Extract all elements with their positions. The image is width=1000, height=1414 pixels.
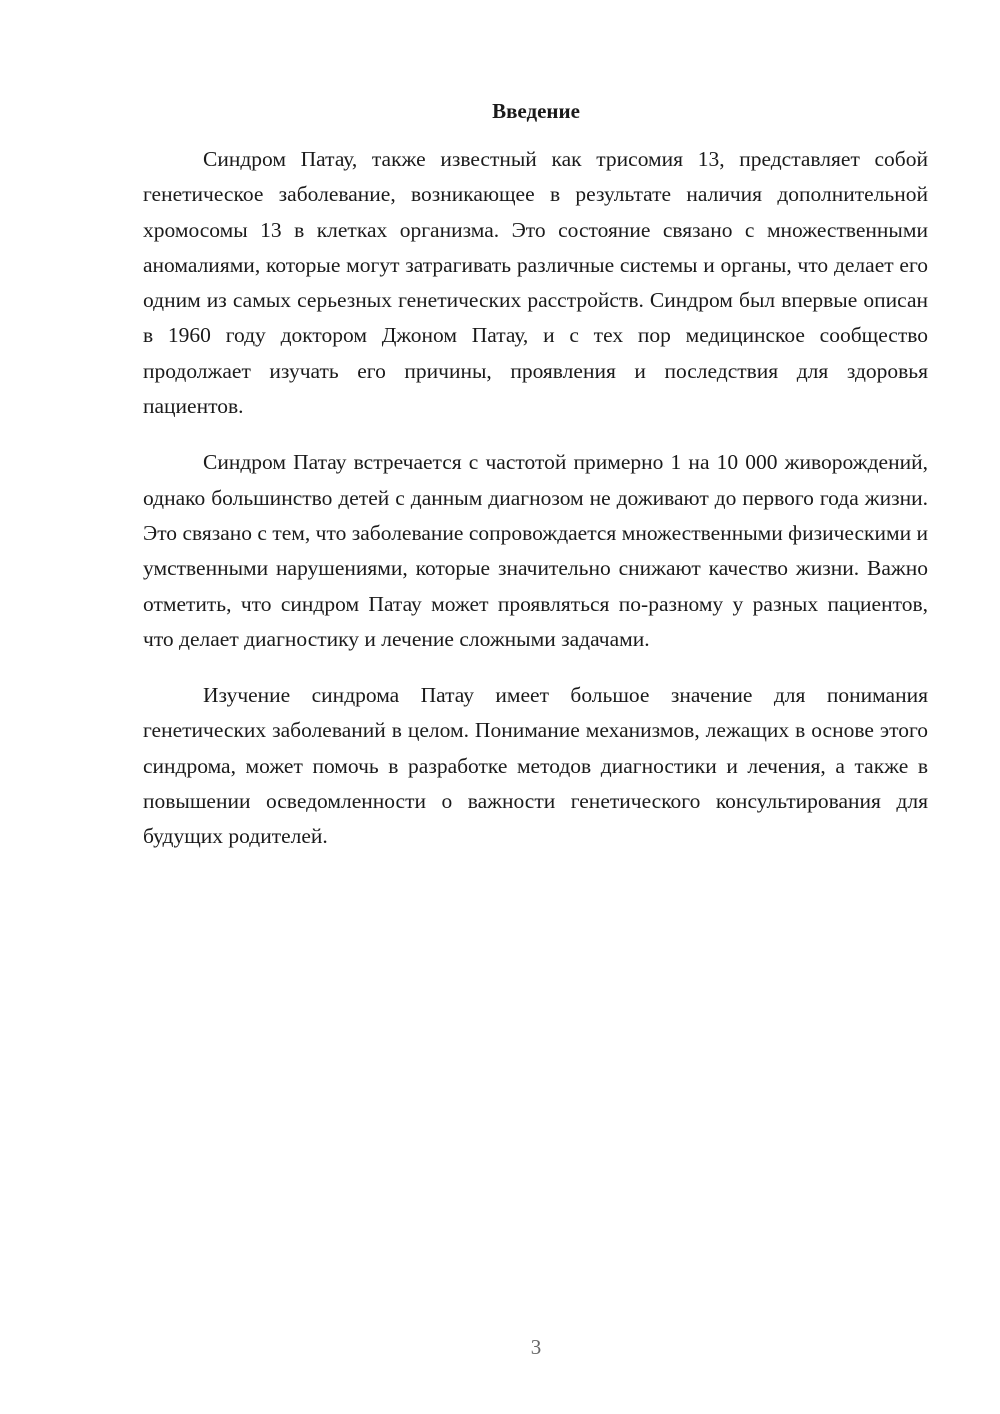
- paragraph-1: Синдром Патау, также известный как трисомия 13, представляет собой генетическое заболевание, возникающее в результате наличия дополнительной хромосомы 13 в клетках организма. Это состояние связано с множественными аномалиями, которые могут затрагивать различные системы и органы, что делает его одним из самых серьезных генетических расстройств. Синдром был впервые описан в 1960 году доктором Джоном Патау, и с тех пор медицинское сообщество продолжает изучать его причины, проявления и последствия для здоровья пациентов.: [143, 147, 928, 419]
- section-heading: Введение: [492, 99, 580, 123]
- paragraph-2: Синдром Патау встречается с частотой примерно 1 на 10 000 живорождений, однако большинство детей с данным диагнозом не доживают до первого года жизни. Это связано с тем, что заболевание сопровождается множественными физическими и умственными нарушениями, которые значительно снижают качество жизни. Важно отметить, что синдром Патау может проявляться по-разному у разных пациентов, что делает диагностику и лечение сложными задачами.: [143, 450, 928, 651]
- paragraph-3: Изучение синдрома Патау имеет большое значение для понимания генетических заболеваний в целом. Понимание механизмов, лежащих в основе этого синдрома, может помочь в разработке методов диагностики и лечения, а также в повышении осведомленности о важности генетического консультирования для будущих родителей.: [143, 683, 928, 849]
- body-text: [143, 142, 928, 876]
- page-number: 3: [530, 1335, 542, 1359]
